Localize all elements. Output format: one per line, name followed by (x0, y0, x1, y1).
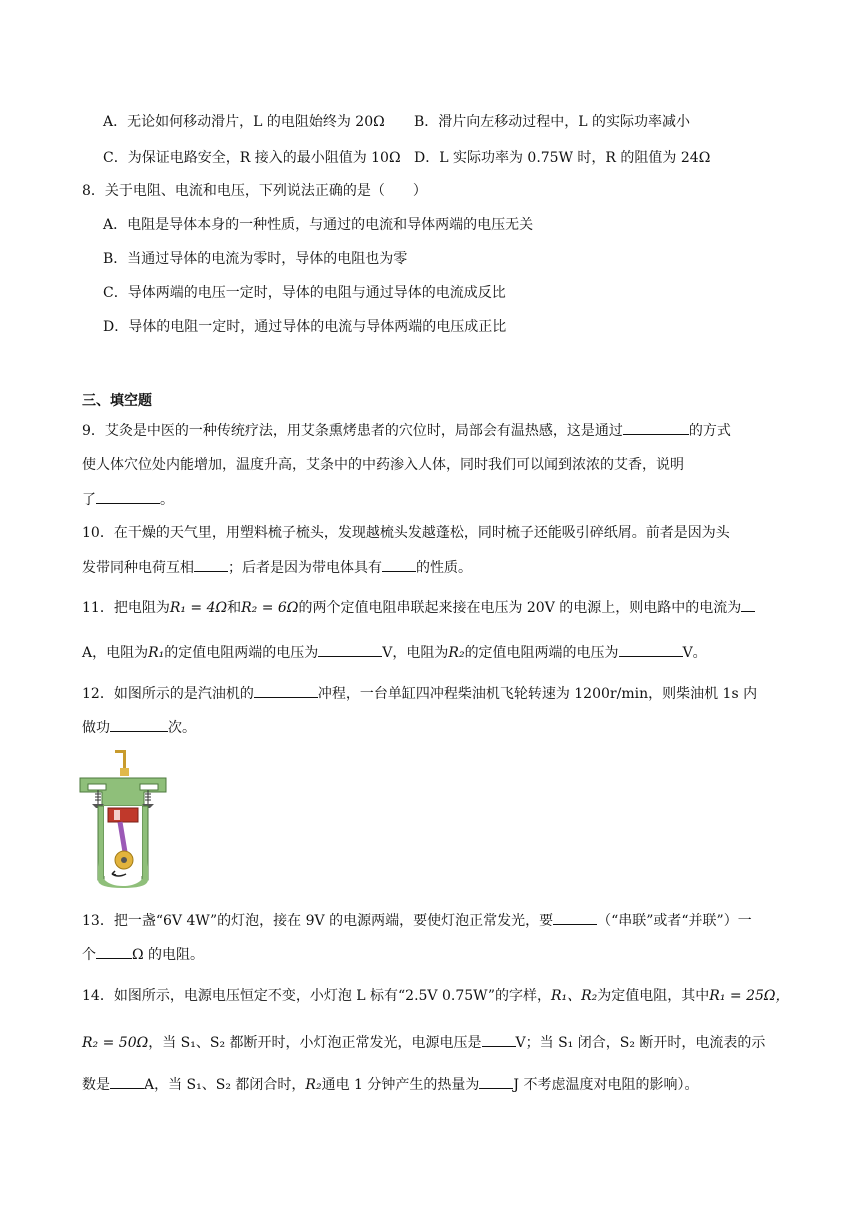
section-heading: 三、填空题 (82, 393, 152, 409)
q8-option-a: A．电阻是导体本身的一种性质，与通过的电流和导体两端的电压无关 (103, 217, 534, 233)
answer-blank[interactable] (619, 642, 683, 657)
answer-blank[interactable] (623, 420, 689, 435)
q8-option-d: D．导体的电阻一定时，通过导体的电流与导体两端的电压成正比 (103, 319, 507, 335)
answer-blank[interactable] (741, 597, 755, 612)
piston (108, 808, 138, 822)
engine-cylinder-figure (78, 748, 168, 888)
answer-blank[interactable] (96, 944, 132, 959)
q7-option-a: A．无论如何移动滑片，L 的电阻始终为 20Ω (103, 114, 385, 130)
q11-line1: 11．把电阻为R₁ = 4Ω和R₂ = 6Ω的两个定值电阻串联起来接在电压为 20V 的电源上，则电路中的电流为 (82, 597, 755, 618)
q12-line1: 12．如图所示的是汽油机的 冲程，一台单缸四冲程柴油机飞轮转速为 1200r/min，则柴油机 1s 内 (82, 683, 757, 704)
q10-line2: 发带同种电荷互相 ；后者是因为带电体具有 的性质。 (82, 557, 472, 578)
answer-blank[interactable] (110, 1074, 144, 1089)
formula-r2: R₂ = 6Ω (241, 600, 299, 616)
q12-line2: 做功 次。 (82, 717, 196, 738)
q13-line1: 13．把一盏“6V 4W”的灯泡，接在 9V 的电源两端，要使灯泡正常发光，要 （“串联”或者“并联”）一 (82, 910, 752, 931)
q11-line2: A，电阻为R₁的定值电阻两端的电压为 V，电阻为R₂的定值电阻两端的电压为 V。 (82, 642, 707, 663)
q14-line1: 14．如图所示，电源电压恒定不变，小灯泡 L 标有“2.5V 0.75W”的字样，R₁、R₂为定值电阻，其中R₁ = 25Ω， (82, 988, 790, 1004)
q9-line3: 了 。 (82, 489, 174, 510)
answer-blank[interactable] (382, 557, 416, 572)
answer-blank[interactable] (254, 683, 318, 698)
spark-plug-icon (115, 750, 124, 753)
q9-line2: 使人体穴位处内能增加，温度升高，艾条中的中药渗入人体，同时我们可以闻到浓浓的艾香，说明 (82, 457, 684, 473)
answer-blank[interactable] (96, 489, 160, 504)
answer-blank[interactable] (479, 1074, 513, 1089)
q7-option-b: B．滑片向左移动过程中，L 的实际功率减小 (414, 114, 691, 130)
answer-blank[interactable] (482, 1032, 516, 1047)
q8-option-b: B．当通过导体的电流为零时，导体的电阻也为零 (103, 251, 408, 267)
q8-option-c: C．导体两端的电压一定时，导体的电阻与通过导体的电流成反比 (103, 285, 506, 301)
q14-line3: 数是 A，当 S₁、S₂ 都闭合时，R₂通电 1 分钟产生的热量为 J 不考虑温度对电阻的影响）。 (82, 1074, 698, 1095)
formula-r1: R₁ = 4Ω (169, 600, 228, 616)
q7-option-c: C．为保证电路安全，R 接入的最小阻值为 10Ω (103, 150, 401, 166)
q14-line2: R₂ = 50Ω，当 S₁、S₂ 都断开时，小灯泡正常发光，电源电压是 V；当 S₁ 闭合，S₂ 断开时，电流表的示 (82, 1032, 765, 1053)
answer-blank[interactable] (553, 910, 597, 925)
q7-option-d: D．L 实际功率为 0.75W 时，R 的阻值为 24Ω (414, 150, 711, 166)
q8-stem: 8．关于电阻、电流和电压，下列说法正确的是（ ） (82, 183, 427, 199)
answer-blank[interactable] (194, 557, 228, 572)
q9-line1: 9．艾灸是中医的一种传统疗法，用艾条熏烤患者的穴位时，局部会有温热感，这是通过 的方式 (82, 420, 731, 441)
answer-blank[interactable] (110, 717, 168, 732)
q10-line1: 10．在干燥的天气里，用塑料梳子梳头，发现越梳头发越蓬松，同时梳子还能吸引碎纸屑。前者是因为头 (82, 525, 730, 541)
q13-line2: 个 Ω 的电阻。 (82, 944, 204, 965)
answer-blank[interactable] (318, 642, 382, 657)
cylinder-head (80, 778, 166, 806)
